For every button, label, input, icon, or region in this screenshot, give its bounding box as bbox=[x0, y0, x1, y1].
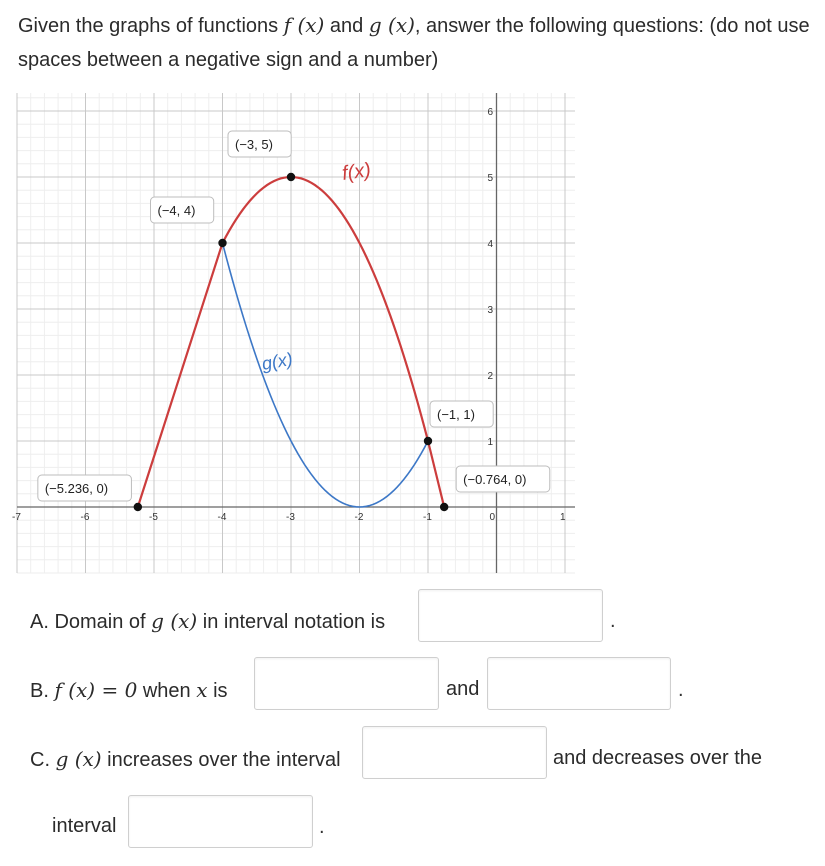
x-tick-label: -3 bbox=[286, 512, 295, 523]
question-a: A. Domain of g (x) in interval notation is bbox=[30, 609, 386, 633]
domain-input[interactable] bbox=[419, 590, 602, 641]
f-handwritten-label: f(x) bbox=[340, 159, 373, 185]
and-label: and bbox=[446, 678, 480, 700]
g-of-x: g (x) bbox=[368, 13, 415, 37]
point-marker bbox=[134, 503, 142, 511]
y-tick-label: 3 bbox=[487, 305, 494, 316]
g-handwritten-label: g(x) bbox=[260, 348, 295, 374]
y-tick-label: 6 bbox=[487, 107, 494, 118]
x-tick-label: -2 bbox=[354, 512, 364, 523]
x-tick-label: -1 bbox=[423, 512, 432, 523]
zero-answer-box-1[interactable] bbox=[254, 657, 439, 710]
period: . bbox=[610, 610, 616, 632]
function-graph bbox=[0, 85, 620, 580]
period: . bbox=[319, 816, 325, 838]
zero-answer-box-2[interactable] bbox=[487, 657, 671, 710]
point-label: (−4, 4) bbox=[157, 203, 196, 218]
question-b: B. f (x) = 0 when x is bbox=[30, 678, 228, 702]
y-tick-label: 2 bbox=[487, 371, 494, 382]
increase-answer-box[interactable] bbox=[362, 726, 547, 779]
interval-label: interval bbox=[52, 815, 117, 837]
x-tick-label: 1 bbox=[560, 512, 566, 523]
question-c: C. g (x) increases over the interval bbox=[30, 747, 341, 771]
y-tick-label: 4 bbox=[487, 239, 494, 250]
increase-input[interactable] bbox=[363, 727, 546, 778]
x-tick-label: -7 bbox=[12, 512, 21, 523]
zero-input-1[interactable] bbox=[255, 658, 438, 709]
point-marker bbox=[287, 173, 295, 181]
decrease-answer-box[interactable] bbox=[128, 795, 313, 848]
zero-input-2[interactable] bbox=[488, 658, 670, 709]
y-tick-label: 1 bbox=[487, 437, 494, 448]
domain-answer-box[interactable] bbox=[418, 589, 603, 642]
point-marker bbox=[424, 437, 432, 445]
x-tick-label: -4 bbox=[217, 512, 227, 523]
y-tick-label: 5 bbox=[487, 173, 494, 184]
point-marker bbox=[440, 503, 448, 511]
point-label: (−0.764, 0) bbox=[463, 472, 527, 487]
graph-svg bbox=[0, 85, 620, 580]
period: . bbox=[678, 679, 684, 701]
x-tick-label: -5 bbox=[149, 512, 158, 523]
question-prompt: Given the graphs of functions f (x) and g (x), answer the following questions: (do not use spaces between a negative sign and a number) bbox=[18, 13, 810, 71]
decrease-input[interactable] bbox=[129, 796, 312, 847]
point-marker bbox=[218, 239, 226, 247]
point-label: (−3, 5) bbox=[235, 137, 273, 152]
point-label: (−1, 1) bbox=[437, 407, 475, 422]
x-tick-label: -6 bbox=[80, 512, 90, 523]
question-c-tail: and decreases over the bbox=[553, 747, 763, 769]
point-label: (−5.236, 0) bbox=[44, 481, 109, 496]
x-tick-label: 0 bbox=[489, 512, 496, 523]
f-of-x: f (x) bbox=[283, 13, 325, 37]
